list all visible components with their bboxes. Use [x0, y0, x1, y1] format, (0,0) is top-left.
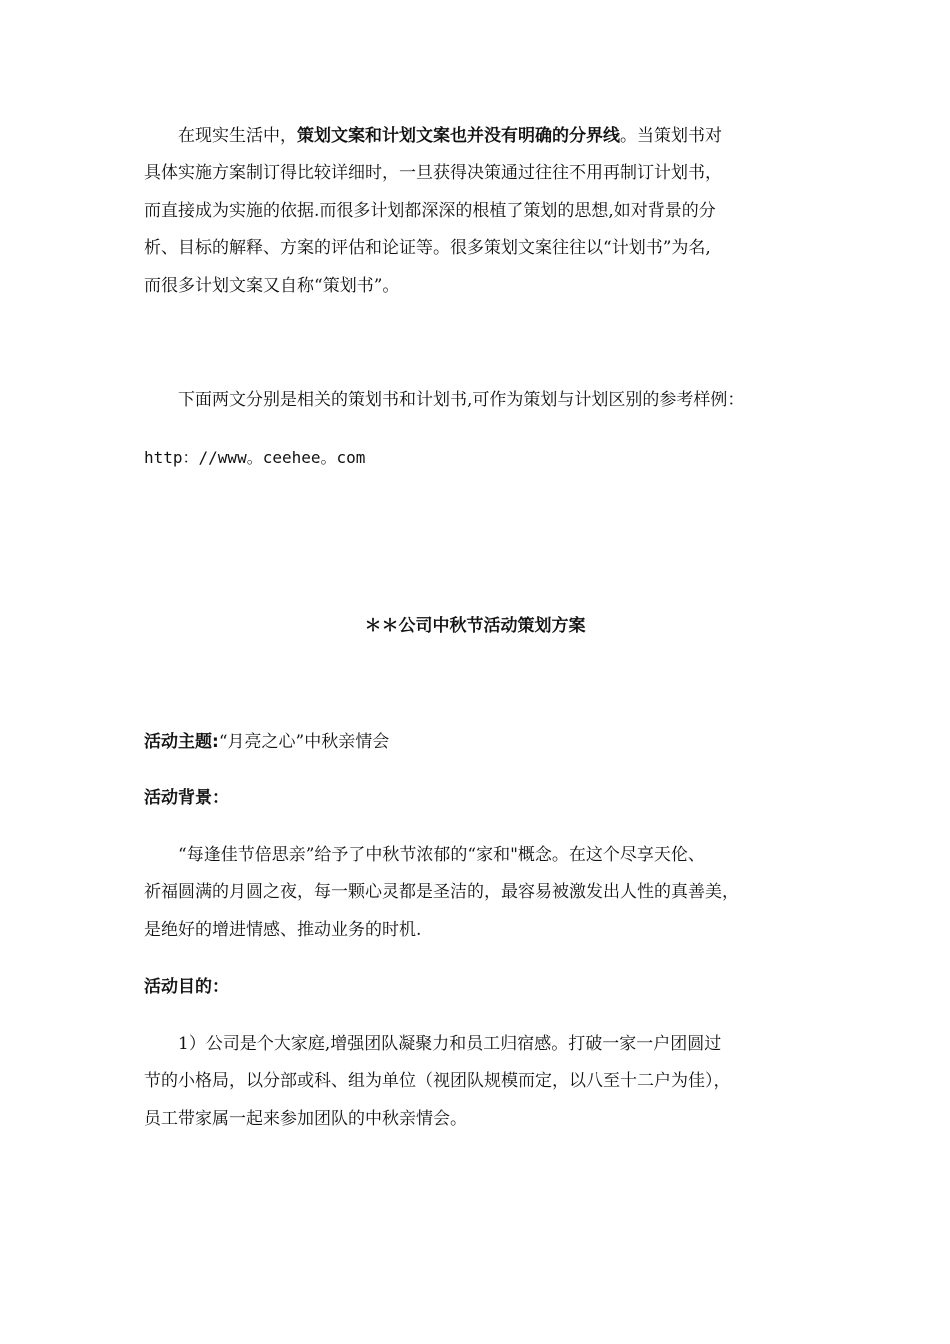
- theme-value: “月亮之心”中秋亲情会: [218, 732, 390, 752]
- intro-text: 在现实生活中，: [178, 126, 297, 146]
- purpose-line-3: 员工带家属一起来参加团队的中秋亲情会。: [144, 1109, 467, 1129]
- intro-paragraph-line-4: 析、目标的解释、方案的评估和论证等。很多策划文案往往以“计划书”为名,: [144, 238, 711, 258]
- background-line-1: “每逢佳节倍思亲”给予了中秋节浓郁的“家和"概念。在这个尽享天伦、: [178, 845, 705, 865]
- intro-paragraph-line-5: 而很多计划文案又自称“策划书”。: [144, 276, 400, 296]
- intro-paragraph-line-2: 具体实施方案制订得比较详细时，一旦获得决策通过往往不用再制订计划书，: [144, 163, 722, 183]
- intro-emphasis: 策划文案和计划文案也并没有明确的分界线: [297, 126, 620, 146]
- intro-paragraph-line-3: 而直接成为实施的依据.而很多计划都深深的根植了策划的思想,如对背景的分: [144, 201, 716, 221]
- document-title: ＊＊公司中秋节活动策划方案: [364, 616, 586, 636]
- reference-url: http：//www。ceehee。com: [144, 448, 366, 467]
- theme-line: [144, 730, 389, 754]
- purpose-line-2: 节的小格局，以分部或科、组为单位（视团队规模而定，以八至十二户为佳），: [144, 1071, 731, 1091]
- purpose-line-1: 1）公司是个大家庭,增强团队凝聚力和员工归宿感。打破一家一户团圆过: [178, 1034, 722, 1054]
- background-heading: 活动背景：: [144, 788, 229, 808]
- intro-paragraph-line-1: [178, 124, 722, 148]
- background-line-2: 祈福圆满的月圆之夜，每一颗心灵都是圣洁的，最容易被激发出人性的真善美，: [144, 882, 739, 902]
- intro-text: 。当策划书对: [620, 126, 722, 146]
- background-line-3: 是绝好的增进情感、推动业务的时机.: [144, 920, 422, 940]
- reference-paragraph: 下面两文分别是相关的策划书和计划书,可作为策划与计划区别的参考样例：: [178, 390, 745, 410]
- purpose-heading: 活动目的：: [144, 977, 229, 997]
- theme-label: 活动主题:: [144, 732, 219, 752]
